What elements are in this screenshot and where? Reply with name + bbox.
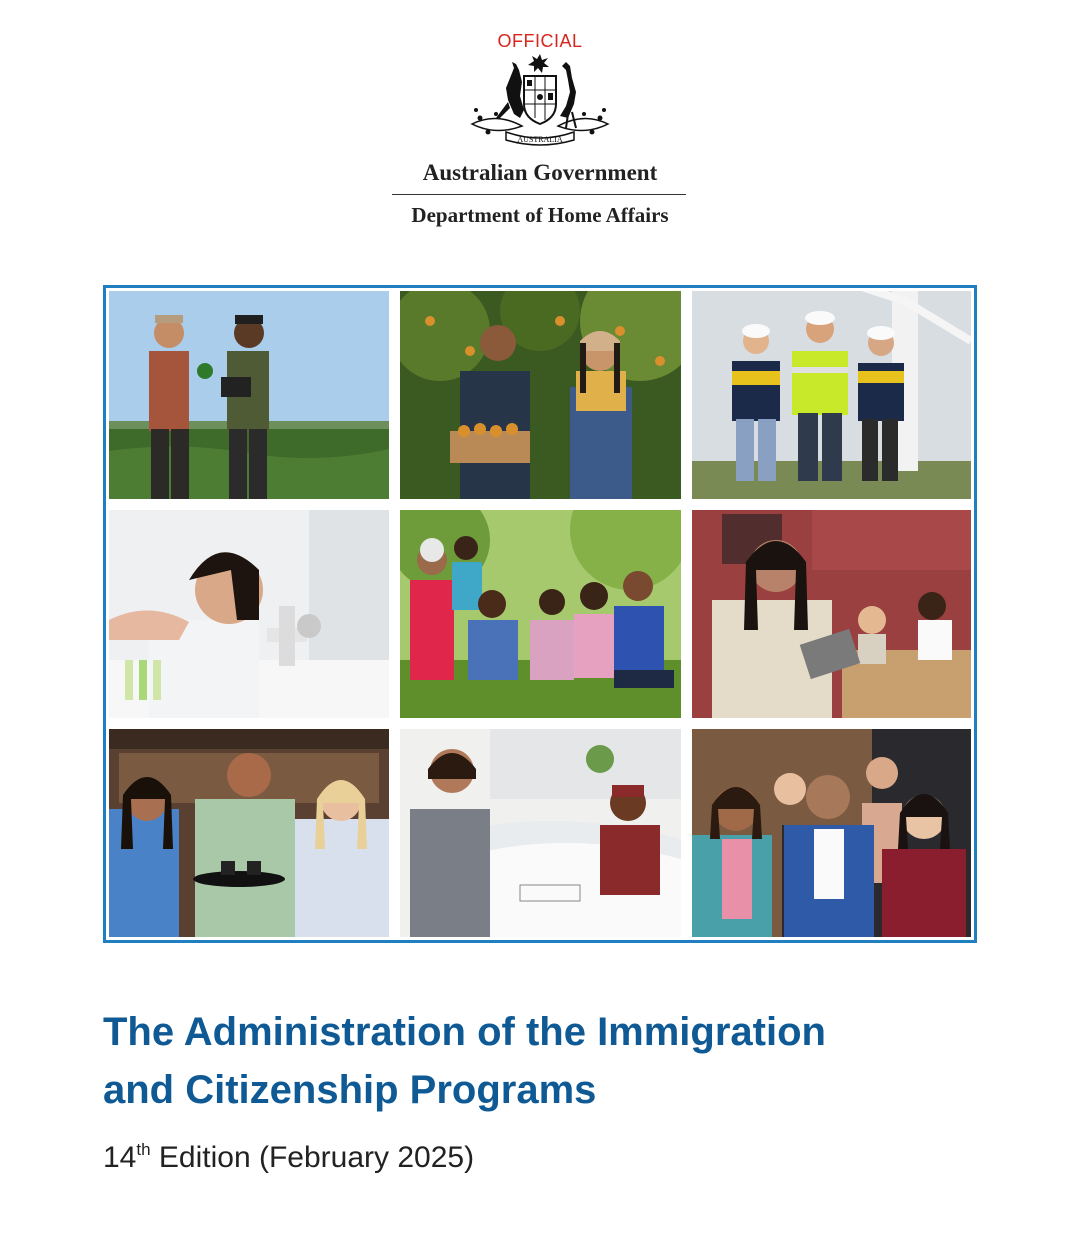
classification-marking: OFFICIAL (497, 31, 583, 51)
teacher-with-tablet-photo (692, 510, 971, 718)
edition-ordinal-suffix: th (136, 1140, 151, 1159)
document-title (103, 1003, 1003, 1119)
document-title-line-2: and Citizenship Programs (103, 1068, 597, 1112)
wind-farm-engineers-photo (692, 291, 971, 499)
document-title-line-1: The Administration of the Immigration (103, 1010, 826, 1054)
edition-line (103, 1141, 474, 1175)
family-on-lawn-photo (400, 510, 681, 718)
cafe-staff-photo (109, 729, 389, 937)
nurse-at-reception-photo (400, 729, 681, 937)
farmers-in-field-photo (109, 291, 389, 499)
photo-collage (103, 285, 977, 943)
scientist-microscope-photo (109, 510, 389, 718)
orchard-workers-photo (400, 291, 681, 499)
government-name: Australian Government (422, 160, 658, 185)
professional-group-photo (692, 729, 971, 937)
department-name: Department of Home Affairs (411, 203, 669, 227)
edition-text: Edition (February 2025) (150, 1141, 475, 1174)
crest-scroll-text: AUSTRALIA (517, 135, 563, 144)
edition-number: 14 (103, 1141, 137, 1174)
coat-of-arms-logo (466, 52, 614, 148)
header-divider (392, 194, 686, 195)
